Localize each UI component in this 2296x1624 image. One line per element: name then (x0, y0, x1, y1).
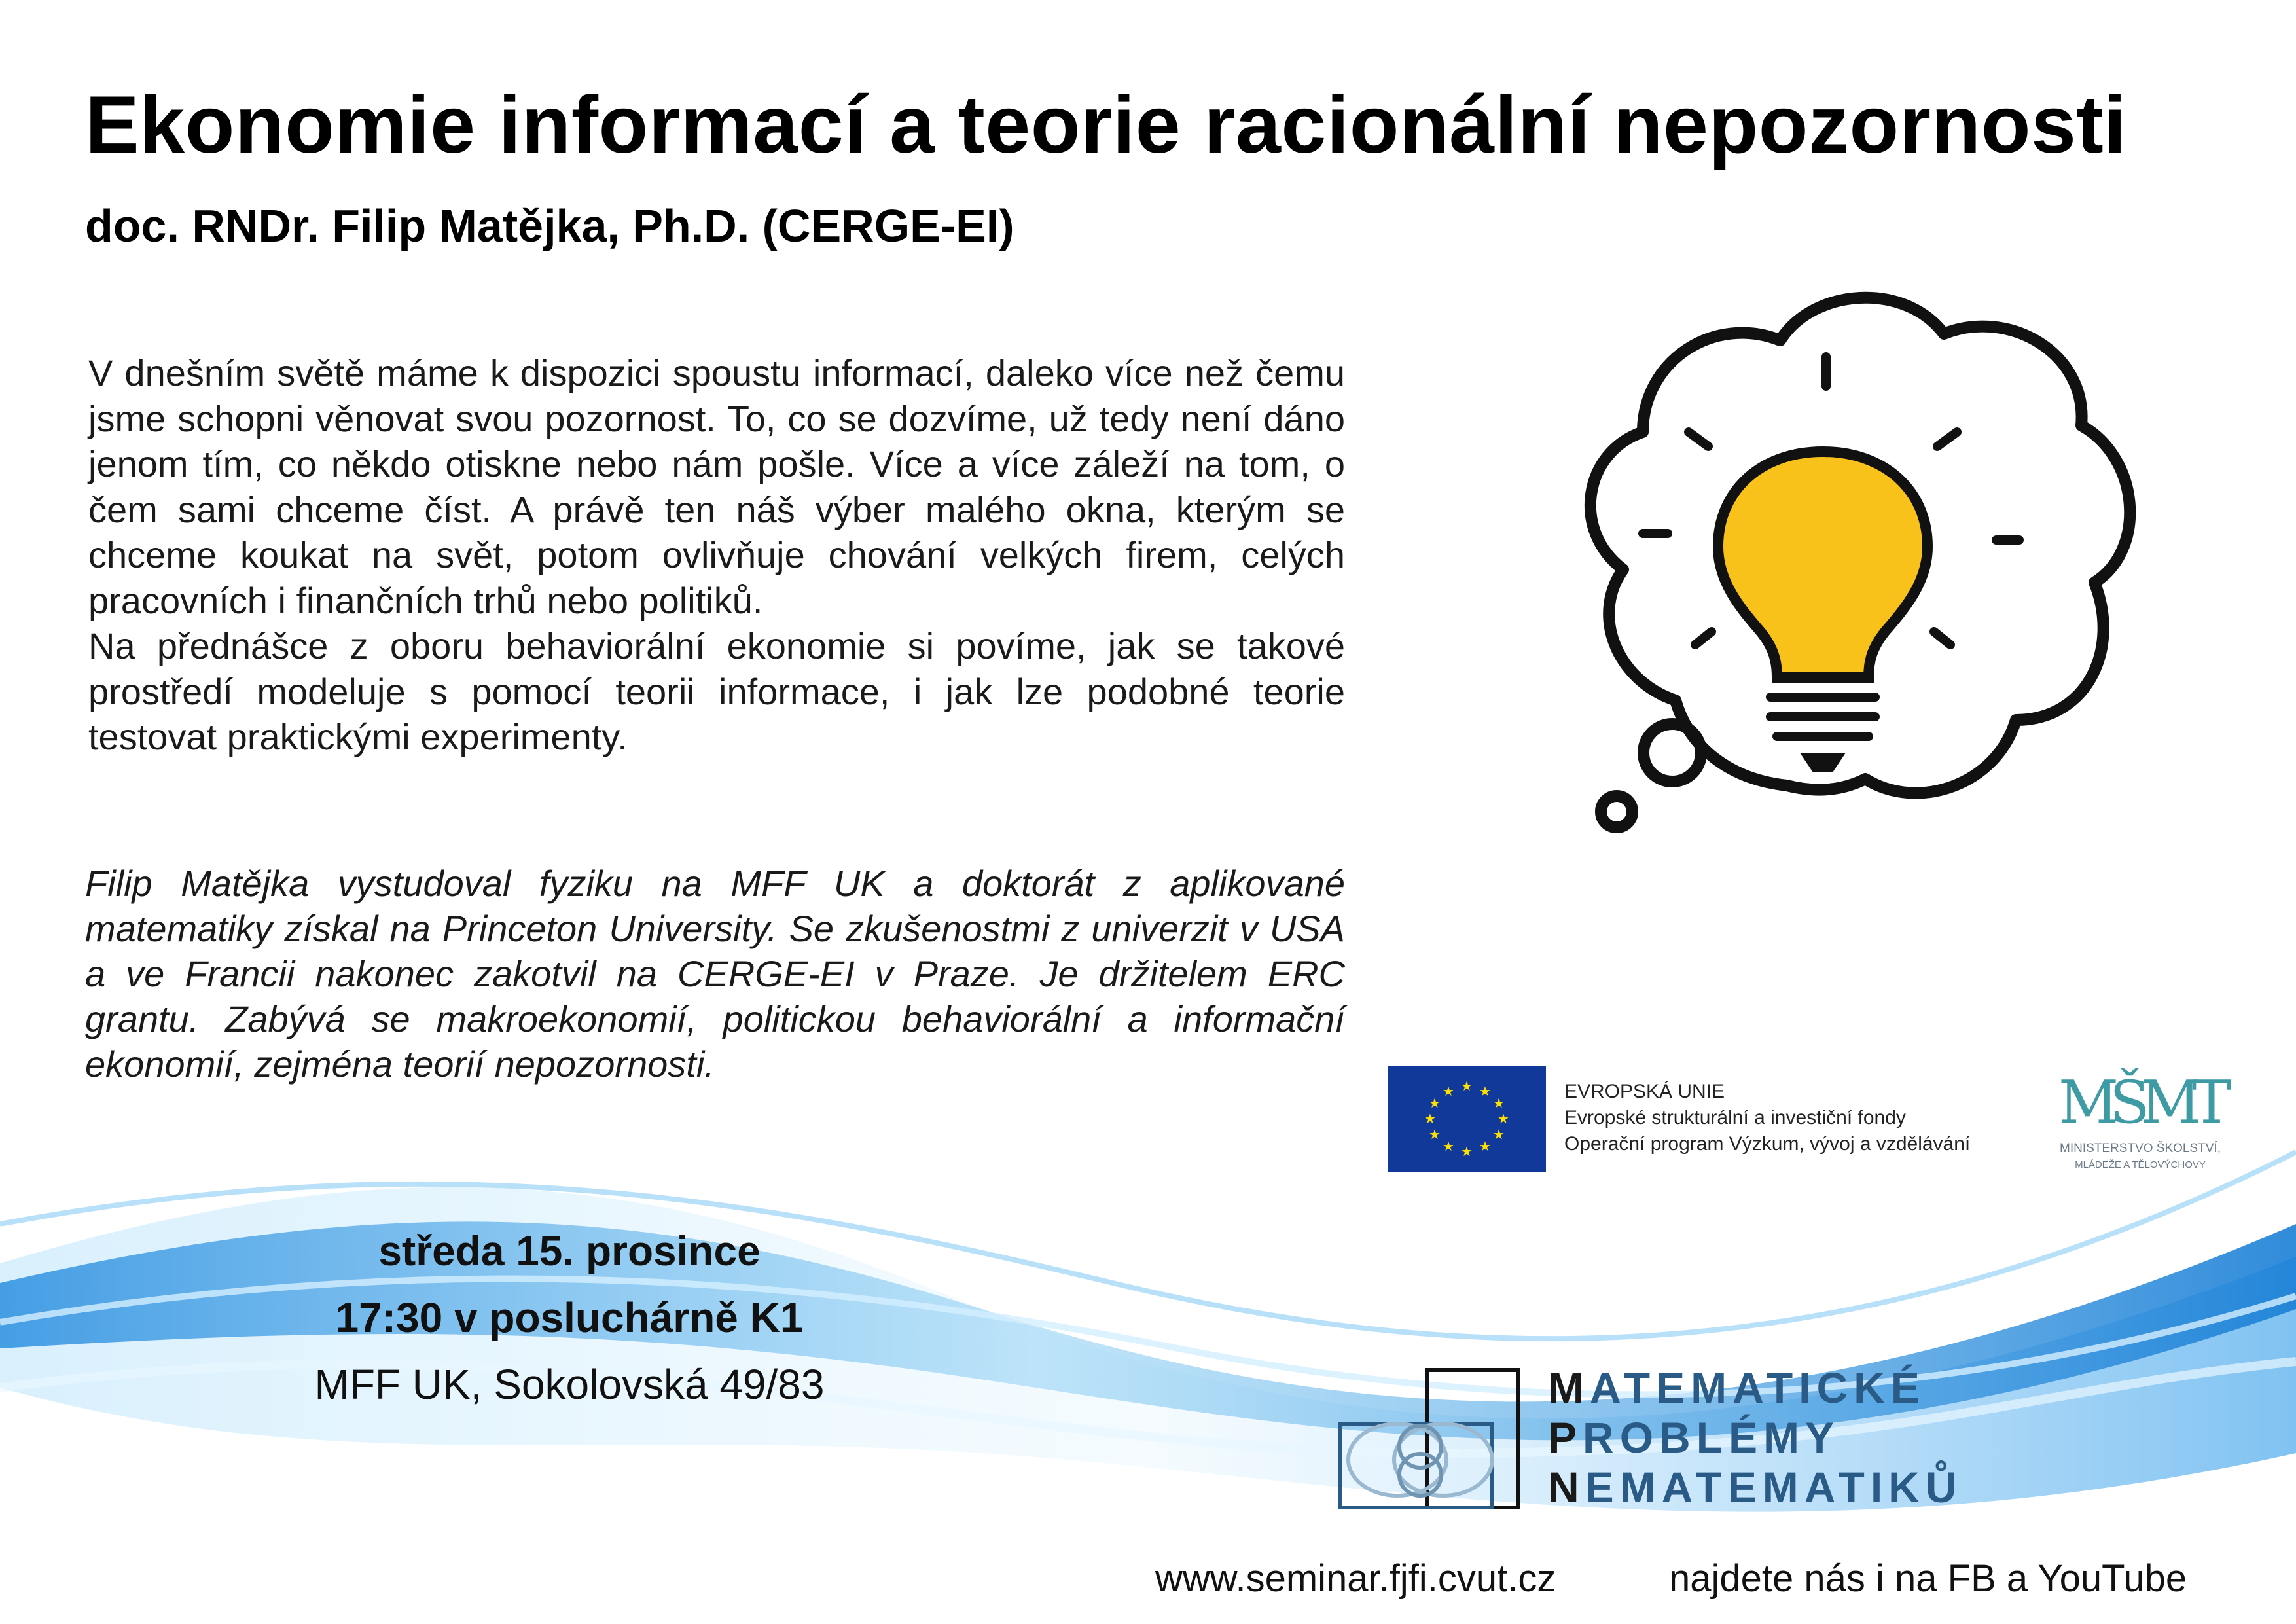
social-media-note: najdete nás i na FB a YouTube (1669, 1557, 2187, 1600)
event-time-place: 17:30 v posluchárně K1 (335, 1294, 804, 1341)
series-line-3: NEMATEMATIKŮ (1548, 1463, 1963, 1511)
svg-text:★: ★ (1424, 1111, 1436, 1127)
website-link[interactable]: www.seminar.fjfi.cvut.cz (1155, 1557, 1556, 1600)
msmt-line-1: MINISTERSTVO ŠKOLSTVÍ, (2060, 1142, 2221, 1155)
speaker-name: doc. RNDr. Filip Matějka, Ph.D. (CERGE-EI) (85, 200, 1014, 251)
eu-funding-text (1564, 1079, 1970, 1157)
speaker-bio: Filip Matějka vystudoval fyziku na MFF UK a doktorát z aplikované matematiky získal na Princeton University. Se zkušenostmi z univerzit v USA a ve Francii nakonec zakotvil na CERGE-EI v Praze. Je držitelem ERC grantu. Zabývá se makroekonomií, politickou behaviorální a informační ekonomií, zejména teorií nepozornosti. (85, 863, 1345, 1085)
svg-text:★: ★ (1479, 1083, 1491, 1099)
event-info (177, 1218, 962, 1418)
svg-text:★: ★ (1461, 1144, 1473, 1159)
msmt-logo-icon (2029, 1060, 2251, 1178)
abstract-paragraph-2: Na přednášce z oboru behaviorální ekonomie si povíme, jak se takové prostředí modeluje s pomocí teorii informace, i jak lze podobné teorie testovat praktickými experimenty. (88, 625, 1345, 757)
msmt-line-2: MLÁDEŽE A TĚLOVÝCHOVY (2075, 1159, 2206, 1170)
svg-text:★: ★ (1429, 1127, 1441, 1142)
event-address: MFF UK, Sokolovská 49/83 (314, 1361, 825, 1408)
svg-text:★: ★ (1461, 1078, 1473, 1094)
page-title: Ekonomie informací a teorie racionální nepozornosti (85, 80, 2127, 170)
svg-text:★: ★ (1493, 1127, 1505, 1142)
lightbulb-thought-bubble-icon (1512, 275, 2153, 864)
svg-text:★: ★ (1443, 1083, 1454, 1099)
eu-line-3: Operační program Výzkum, vývoj a vzdělávání (1564, 1133, 1971, 1155)
svg-text:★: ★ (1493, 1095, 1505, 1111)
svg-text:★: ★ (1443, 1138, 1454, 1154)
svg-text:★: ★ (1498, 1111, 1509, 1127)
abstract-paragraph-1: V dnešním světě máme k dispozici spoustu informací, daleko více než čemu jsme schopni věnovat svou pozornost. To, co se dozvíme, už tedy není dáno jenom tím, co někdo otiskne nebo nám pošle. Více a více záleží na tom, o čem sami chceme číst. A právě ten náš výber malého okna, kterým se chceme koukat na svět, potom ovlivňuje chování velkých firem, celých pracovních i finančních trhů nebo politiků. (88, 352, 1345, 621)
eu-line-2: Evropské strukturální a investiční fondy (1564, 1107, 1906, 1128)
mpn-logo-icon (1335, 1365, 1525, 1512)
svg-text:★: ★ (1429, 1095, 1441, 1111)
series-line-1: MATEMATICKÉ (1548, 1363, 1926, 1412)
seminar-series-name (1548, 1363, 1963, 1512)
svg-text:★: ★ (1479, 1138, 1491, 1154)
eu-line-1: EVROPSKÁ UNIE (1564, 1081, 1725, 1102)
abstract-text (88, 350, 1345, 760)
eu-flag-icon (1388, 1066, 1546, 1172)
msmt-mark: MŠMT (2058, 1068, 2222, 1137)
series-line-2: PROBLÉMY (1548, 1413, 1840, 1462)
event-date: středa 15. prosince (378, 1227, 761, 1274)
